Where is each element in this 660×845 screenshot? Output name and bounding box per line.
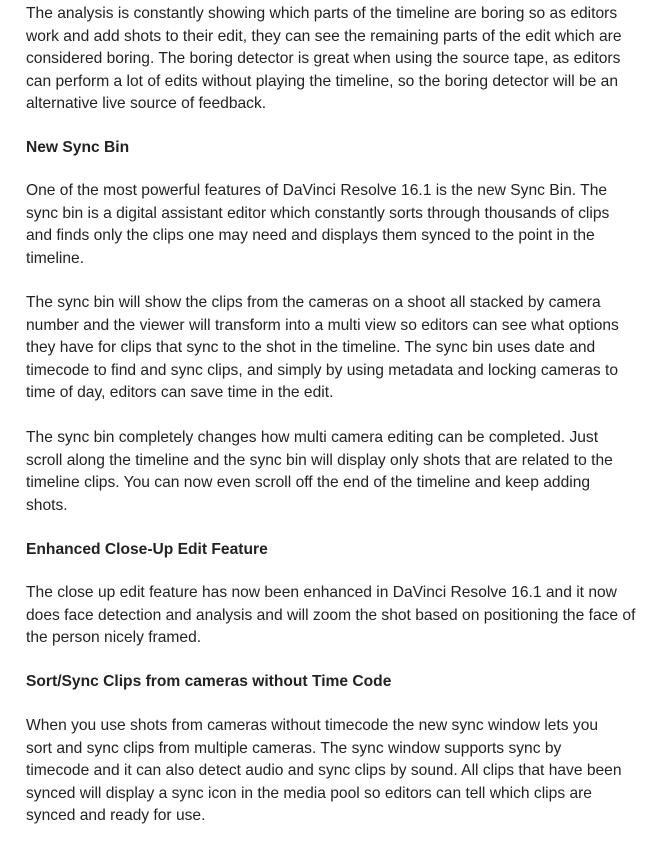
intro-paragraph: The analysis is constantly showing which parts of the timeline are boring so as editors work and add shots to their edit, they can see the remaining parts of the edit which are considered boring. The boring detector is great when using the source tape, as editors can perform a lot of edits without playing the timeline, so the boring detector will be an alternative live source of feedback. xyxy=(26,5,622,113)
section-heading-sort-sync-clips: Sort/Sync Clips from cameras without Time Code xyxy=(26,673,392,690)
section-heading-close-up-edit: Enhanced Close-Up Edit Feature xyxy=(26,541,268,558)
sync-bin-paragraph-3: The sync bin completely changes how multi camera editing can be completed. Just scroll along the timeline and the sync bin will display only shots that are related to the timeline clips. You can now even scroll off the end of the timeline and keep adding shots. xyxy=(26,429,613,514)
sync-bin-paragraph-1: One of the most powerful features of DaVinci Resolve 16.1 is the new Sync Bin. The sync bin is a digital assistant editor which constantly sorts through thousands of clips and finds only the clips one may need and displays them synced to the point in the timeline. xyxy=(26,182,610,267)
section-heading-new-sync-bin: New Sync Bin xyxy=(26,139,130,156)
close-up-edit-paragraph: The close up edit feature has now been enhanced in DaVinci Resolve 16.1 and it now does face detection and analysis and will zoom the shot based on positioning the face of the person nicely framed. xyxy=(26,584,636,647)
sync-bin-paragraph-2: The sync bin will show the clips from the cameras on a shoot all stacked by camera number and the viewer will transform into a multi view so editors can see what options they have for clips that sync to the shot in the timeline. The sync bin uses date and timecode to find and sync clips, and simply by using metadata and locking cameras to time of day, editors can save time in the edit. xyxy=(26,294,619,402)
sort-sync-paragraph: When you use shots from cameras without timecode the new sync window lets you sort and sync clips from multiple cameras. The sync window supports sync by timecode and it can also detect audio and sync clips by sound. All clips that have been synced will display a sync icon in the media pool so editors can tell which clips are synced and ready for use. xyxy=(26,717,622,825)
